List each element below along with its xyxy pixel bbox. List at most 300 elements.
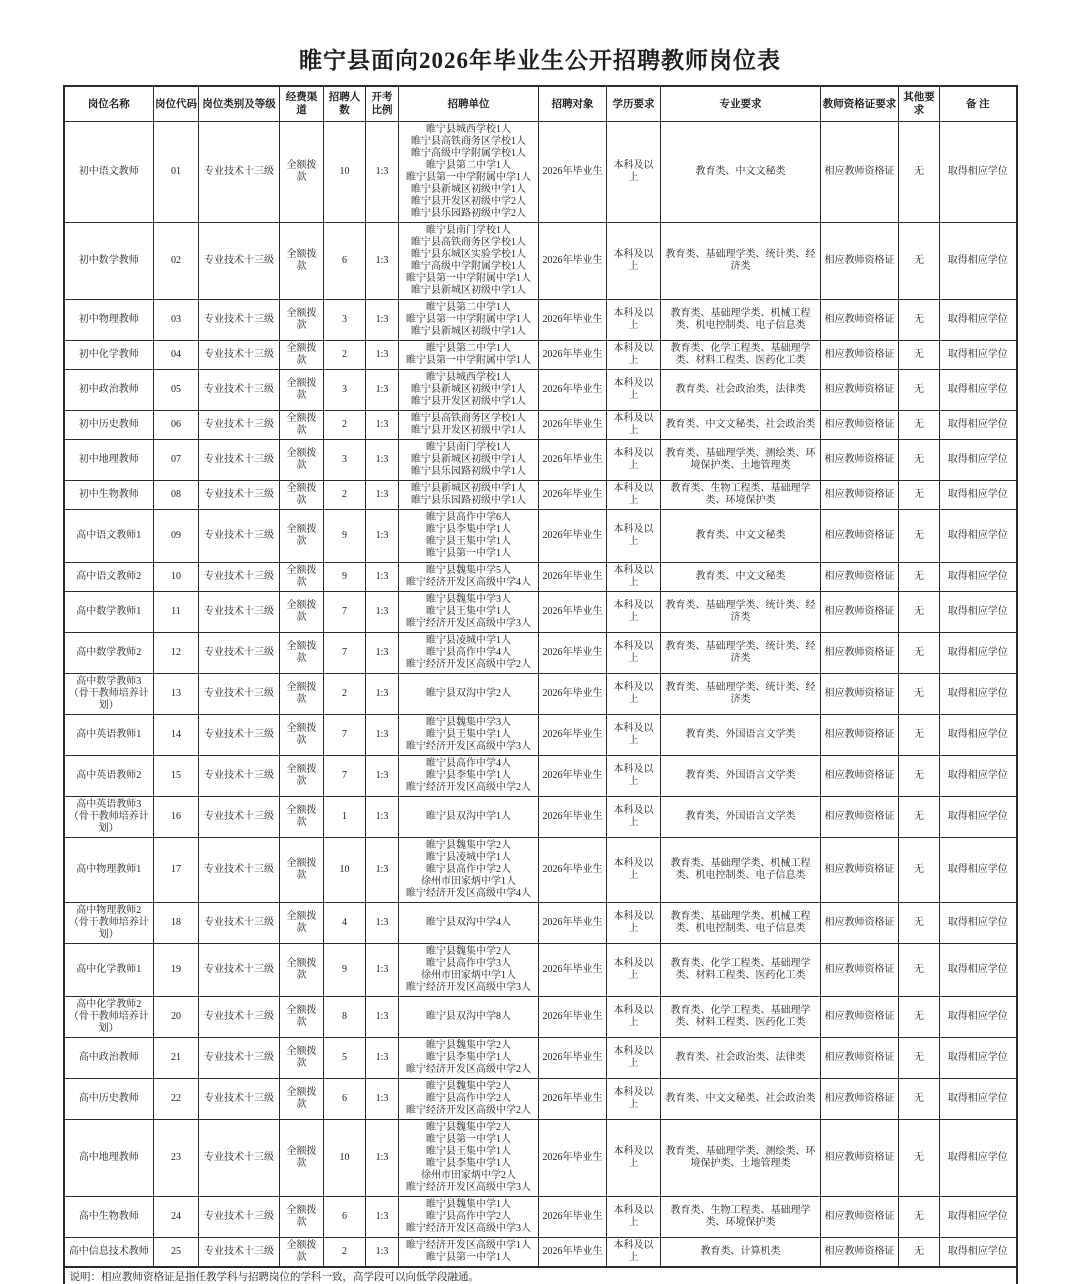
cell-recruit-count: 3 [324, 370, 366, 411]
table-row [64, 1038, 1017, 1079]
cell-remark: 取得相应学位 [940, 592, 1017, 633]
cell-funding-channel: 全额拨款 [280, 122, 324, 223]
cell-recruiting-units [399, 411, 539, 440]
cell-other-requirement: 无 [899, 997, 940, 1038]
cell-remark: 取得相应学位 [940, 563, 1017, 592]
cell-recruit-count: 9 [324, 563, 366, 592]
column-header-position-category: 岗位类别及等级 [199, 86, 280, 122]
unit-line: 睢宁县开发区初级中学1人 [411, 425, 526, 436]
cell-remark: 取得相应学位 [940, 633, 1017, 674]
table-header [64, 86, 1017, 122]
cell-position-code: 25 [154, 1238, 199, 1268]
cell-exam-ratio: 1:3 [366, 997, 399, 1038]
cell-position-name: 高中语文教师2 [64, 563, 154, 592]
unit-line: 睢宁经济开发区高级中学2人 [406, 659, 531, 670]
cell-position-code: 12 [154, 633, 199, 674]
cell-position-name: 高中数学教师1 [64, 592, 154, 633]
cell-position-name: 高中物理教师1 [64, 838, 154, 903]
cell-position-name: 高中政治教师 [64, 1038, 154, 1079]
unit-line: 睢宁县高铁商务区学校1人 [411, 136, 526, 147]
cell-recruit-target: 2026年毕业生 [539, 341, 607, 370]
cell-recruiting-units [399, 122, 539, 223]
column-header-certificate-requirement: 教师资格证要求 [821, 86, 899, 122]
cell-certificate-requirement: 相应教师资格证 [821, 122, 899, 223]
cell-funding-channel: 全额拨款 [280, 1079, 324, 1120]
cell-recruit-count: 2 [324, 411, 366, 440]
cell-exam-ratio: 1:3 [366, 370, 399, 411]
cell-major-requirement: 教育类、中文文秘类、社会政治类 [661, 411, 821, 440]
cell-funding-channel: 全额拨款 [280, 797, 324, 838]
cell-recruiting-units [399, 838, 539, 903]
unit-line: 睢宁县王集中学1人 [426, 729, 511, 740]
table-row [64, 122, 1017, 223]
cell-funding-channel: 全额拨款 [280, 300, 324, 341]
cell-recruiting-units [399, 1120, 539, 1197]
cell-position-name: 高中化学教师2（骨干教师培养计划） [64, 997, 154, 1038]
cell-recruiting-units [399, 1197, 539, 1238]
column-header-recruiting-units: 招聘单位 [399, 86, 539, 122]
cell-certificate-requirement: 相应教师资格证 [821, 370, 899, 411]
table-row [64, 440, 1017, 481]
cell-recruiting-units [399, 223, 539, 300]
cell-certificate-requirement: 相应教师资格证 [821, 1120, 899, 1197]
cell-remark: 取得相应学位 [940, 1038, 1017, 1079]
table-row [64, 223, 1017, 300]
unit-line: 睢宁县新城区初级中学1人 [411, 184, 526, 195]
cell-recruit-target: 2026年毕业生 [539, 510, 607, 563]
cell-major-requirement: 教育类、化学工程类、基础理学类、材料工程类、医药化工类 [661, 341, 821, 370]
cell-position-code: 01 [154, 122, 199, 223]
unit-line: 睢宁县高铁商务区学校1人 [411, 237, 526, 248]
cell-position-code: 07 [154, 440, 199, 481]
cell-major-requirement: 教育类、化学工程类、基础理学类、材料工程类、医药化工类 [661, 944, 821, 997]
cell-recruit-count: 3 [324, 300, 366, 341]
unit-line: 睢宁县第一中学1人 [426, 1134, 511, 1145]
cell-major-requirement: 教育类、社会政治类，法律类 [661, 370, 821, 411]
cell-certificate-requirement: 相应教师资格证 [821, 1038, 899, 1079]
unit-line: 睢宁县新城区初级中学1人 [411, 384, 526, 395]
cell-certificate-requirement: 相应教师资格证 [821, 1197, 899, 1238]
cell-recruit-target: 2026年毕业生 [539, 797, 607, 838]
cell-recruit-target: 2026年毕业生 [539, 440, 607, 481]
cell-certificate-requirement: 相应教师资格证 [821, 944, 899, 997]
cell-certificate-requirement: 相应教师资格证 [821, 510, 899, 563]
cell-position-name: 初中语文教师 [64, 122, 154, 223]
cell-position-category: 专业技术十三级 [199, 223, 280, 300]
cell-other-requirement: 无 [899, 1238, 940, 1268]
cell-recruiting-units [399, 715, 539, 756]
cell-recruit-count: 8 [324, 997, 366, 1038]
unit-line: 睢宁县高铁商务区学校1人 [411, 413, 526, 424]
cell-recruit-target: 2026年毕业生 [539, 838, 607, 903]
cell-major-requirement: 教育类、化学工程类、基础理学类、材料工程类、医药化工类 [661, 997, 821, 1038]
cell-recruit-count: 6 [324, 1197, 366, 1238]
cell-major-requirement: 教育类、基础理学类、机械工程类、机电控制类、电子信息类 [661, 903, 821, 944]
cell-position-category: 专业技术十三级 [199, 944, 280, 997]
cell-position-name: 初中地理教师 [64, 440, 154, 481]
cell-recruiting-units [399, 797, 539, 838]
cell-funding-channel: 全额拨款 [280, 510, 324, 563]
cell-remark: 取得相应学位 [940, 944, 1017, 997]
cell-recruit-count: 7 [324, 633, 366, 674]
table-row [64, 563, 1017, 592]
cell-position-code: 10 [154, 563, 199, 592]
cell-major-requirement: 教育类、计算机类 [661, 1238, 821, 1268]
cell-position-name: 高中英语教师2 [64, 756, 154, 797]
cell-exam-ratio: 1:3 [366, 223, 399, 300]
unit-line: 徐州市田家炳中学1人 [421, 970, 516, 981]
cell-funding-channel: 全额拨款 [280, 481, 324, 510]
unit-line: 睢宁县魏集中学2人 [426, 840, 511, 851]
cell-recruit-target: 2026年毕业生 [539, 411, 607, 440]
cell-recruiting-units [399, 1079, 539, 1120]
cell-remark: 取得相应学位 [940, 122, 1017, 223]
cell-recruit-target: 2026年毕业生 [539, 592, 607, 633]
table-row [64, 715, 1017, 756]
cell-recruit-count: 9 [324, 510, 366, 563]
cell-education-requirement: 本科及以上 [607, 1038, 661, 1079]
unit-line: 睢宁县新城区初级中学1人 [411, 285, 526, 296]
cell-position-code: 18 [154, 903, 199, 944]
cell-recruit-count: 3 [324, 440, 366, 481]
table-row [64, 300, 1017, 341]
unit-line: 睢宁经济开发区高级中学3人 [406, 618, 531, 629]
cell-exam-ratio: 1:3 [366, 300, 399, 341]
cell-position-code: 17 [154, 838, 199, 903]
cell-major-requirement: 教育类、基础理学类、测绘类、环境保护类、土地管理类 [661, 440, 821, 481]
unit-line: 睢宁县高作中学4人 [426, 647, 511, 658]
cell-education-requirement: 本科及以上 [607, 756, 661, 797]
cell-certificate-requirement: 相应教师资格证 [821, 440, 899, 481]
cell-position-category: 专业技术十三级 [199, 997, 280, 1038]
unit-line: 睢宁县第一中学附属中学1人 [406, 314, 531, 325]
cell-position-category: 专业技术十三级 [199, 341, 280, 370]
cell-education-requirement: 本科及以上 [607, 563, 661, 592]
cell-major-requirement: 教育类、社会政治类、法律类 [661, 1038, 821, 1079]
cell-certificate-requirement: 相应教师资格证 [821, 341, 899, 370]
cell-other-requirement: 无 [899, 756, 940, 797]
cell-position-category: 专业技术十三级 [199, 1120, 280, 1197]
cell-recruit-count: 9 [324, 944, 366, 997]
cell-position-category: 专业技术十三级 [199, 1238, 280, 1268]
cell-major-requirement: 教育类、基础理学类、统计类、经济类 [661, 592, 821, 633]
cell-exam-ratio: 1:3 [366, 563, 399, 592]
cell-position-category: 专业技术十三级 [199, 563, 280, 592]
cell-education-requirement: 本科及以上 [607, 1079, 661, 1120]
cell-major-requirement: 教育类、外国语言文学类 [661, 756, 821, 797]
cell-remark: 取得相应学位 [940, 1238, 1017, 1268]
cell-other-requirement: 无 [899, 563, 940, 592]
table-row [64, 510, 1017, 563]
cell-recruit-target: 2026年毕业生 [539, 122, 607, 223]
cell-position-category: 专业技术十三级 [199, 715, 280, 756]
cell-recruit-target: 2026年毕业生 [539, 715, 607, 756]
table-row [64, 1120, 1017, 1197]
cell-position-name: 高中数学教师3（骨干教师培养计划） [64, 674, 154, 715]
cell-position-category: 专业技术十三级 [199, 797, 280, 838]
cell-position-code: 08 [154, 481, 199, 510]
recruitment-table [63, 85, 1018, 1284]
cell-other-requirement: 无 [899, 633, 940, 674]
cell-recruit-target: 2026年毕业生 [539, 300, 607, 341]
unit-line: 睢宁县第二中学1人 [426, 343, 511, 354]
cell-recruiting-units [399, 944, 539, 997]
cell-remark: 取得相应学位 [940, 341, 1017, 370]
cell-position-code: 19 [154, 944, 199, 997]
cell-position-name: 初中生物教师 [64, 481, 154, 510]
column-header-recruit-target: 招聘对象 [539, 86, 607, 122]
cell-funding-channel: 全额拨款 [280, 944, 324, 997]
cell-position-code: 02 [154, 223, 199, 300]
column-header-education-requirement: 学历要求 [607, 86, 661, 122]
cell-exam-ratio: 1:3 [366, 510, 399, 563]
cell-position-name: 初中化学教师 [64, 341, 154, 370]
cell-remark: 取得相应学位 [940, 674, 1017, 715]
cell-certificate-requirement: 相应教师资格证 [821, 223, 899, 300]
table-row [64, 481, 1017, 510]
cell-other-requirement: 无 [899, 481, 940, 510]
cell-position-code: 16 [154, 797, 199, 838]
cell-other-requirement: 无 [899, 122, 940, 223]
cell-recruit-count: 1 [324, 797, 366, 838]
unit-line: 睢宁县李集中学1人 [426, 770, 511, 781]
cell-major-requirement: 教育类、基础理学类、统计类、经济类 [661, 674, 821, 715]
cell-remark: 取得相应学位 [940, 715, 1017, 756]
cell-position-code: 23 [154, 1120, 199, 1197]
cell-exam-ratio: 1:3 [366, 756, 399, 797]
cell-major-requirement: 教育类、外国语言文学类 [661, 715, 821, 756]
cell-exam-ratio: 1:3 [366, 1038, 399, 1079]
unit-line: 睢宁高级中学附属学校1人 [411, 148, 526, 159]
cell-remark: 取得相应学位 [940, 1120, 1017, 1197]
cell-other-requirement: 无 [899, 411, 940, 440]
cell-funding-channel: 全额拨款 [280, 1238, 324, 1268]
cell-certificate-requirement: 相应教师资格证 [821, 1079, 899, 1120]
unit-line: 睢宁县第一中学1人 [426, 1252, 511, 1263]
unit-line: 睢宁县凌城中学1人 [426, 635, 511, 646]
unit-line: 睢宁县新城区初级中学1人 [411, 454, 526, 465]
unit-line: 睢宁县王集中学1人 [426, 1146, 511, 1157]
cell-position-category: 专业技术十三级 [199, 481, 280, 510]
cell-position-category: 专业技术十三级 [199, 756, 280, 797]
table-row [64, 838, 1017, 903]
cell-other-requirement: 无 [899, 1197, 940, 1238]
table-row [64, 797, 1017, 838]
cell-recruit-count: 2 [324, 674, 366, 715]
cell-position-category: 专业技术十三级 [199, 1197, 280, 1238]
unit-line: 睢宁经济开发区高级中学4人 [406, 577, 531, 588]
unit-line: 睢宁县王集中学1人 [426, 536, 511, 547]
unit-line: 睢宁经济开发区高级中学3人 [406, 1223, 531, 1234]
cell-position-name: 高中语文教师1 [64, 510, 154, 563]
unit-line: 睢宁县南门学校1人 [426, 225, 511, 236]
table-row [64, 1197, 1017, 1238]
cell-other-requirement: 无 [899, 715, 940, 756]
cell-exam-ratio: 1:3 [366, 592, 399, 633]
cell-recruiting-units [399, 756, 539, 797]
unit-line: 睢宁县双沟中学8人 [426, 1011, 511, 1022]
unit-line: 睢宁县魏集中学2人 [426, 1081, 511, 1092]
cell-exam-ratio: 1:3 [366, 903, 399, 944]
column-header-position-code: 岗位代码 [154, 86, 199, 122]
cell-funding-channel: 全额拨款 [280, 715, 324, 756]
unit-line: 睢宁县魏集中学2人 [426, 1040, 511, 1051]
cell-remark: 取得相应学位 [940, 481, 1017, 510]
cell-recruiting-units [399, 370, 539, 411]
cell-position-category: 专业技术十三级 [199, 903, 280, 944]
cell-education-requirement: 本科及以上 [607, 715, 661, 756]
unit-line: 睢宁经济开发区高级中学2人 [406, 1105, 531, 1116]
cell-major-requirement: 教育类、中文文秘类 [661, 563, 821, 592]
cell-certificate-requirement: 相应教师资格证 [821, 674, 899, 715]
unit-line: 徐州市田家炳中学2人 [421, 1170, 516, 1181]
cell-remark: 取得相应学位 [940, 411, 1017, 440]
cell-recruit-count: 10 [324, 1120, 366, 1197]
cell-recruit-target: 2026年毕业生 [539, 1079, 607, 1120]
cell-position-category: 专业技术十三级 [199, 122, 280, 223]
cell-remark: 取得相应学位 [940, 510, 1017, 563]
cell-funding-channel: 全额拨款 [280, 592, 324, 633]
header-row [64, 86, 1017, 122]
table-row [64, 997, 1017, 1038]
unit-line: 睢宁县魏集中学3人 [426, 717, 511, 728]
cell-exam-ratio: 1:3 [366, 341, 399, 370]
cell-recruiting-units [399, 341, 539, 370]
unit-line: 睢宁县高作中学2人 [426, 1093, 511, 1104]
column-header-funding-channel: 经费渠道 [280, 86, 324, 122]
unit-line: 睢宁县魏集中学5人 [426, 565, 511, 576]
cell-exam-ratio: 1:3 [366, 481, 399, 510]
cell-education-requirement: 本科及以上 [607, 341, 661, 370]
cell-position-name: 高中生物教师 [64, 1197, 154, 1238]
cell-exam-ratio: 1:3 [366, 1238, 399, 1268]
cell-major-requirement: 教育类、中文文秘类 [661, 510, 821, 563]
cell-other-requirement: 无 [899, 1120, 940, 1197]
cell-education-requirement: 本科及以上 [607, 510, 661, 563]
cell-position-code: 11 [154, 592, 199, 633]
cell-certificate-requirement: 相应教师资格证 [821, 997, 899, 1038]
cell-recruiting-units [399, 997, 539, 1038]
cell-recruit-target: 2026年毕业生 [539, 1197, 607, 1238]
unit-line: 睢宁县高作中学2人 [426, 864, 511, 875]
cell-position-category: 专业技术十三级 [199, 1038, 280, 1079]
unit-line: 睢宁经济开发区高级中学3人 [406, 982, 531, 993]
cell-recruiting-units [399, 674, 539, 715]
table-row [64, 944, 1017, 997]
cell-position-category: 专业技术十三级 [199, 592, 280, 633]
cell-position-code: 05 [154, 370, 199, 411]
cell-recruit-target: 2026年毕业生 [539, 223, 607, 300]
cell-position-name: 高中历史教师 [64, 1079, 154, 1120]
cell-funding-channel: 全额拨款 [280, 440, 324, 481]
cell-position-name: 高中物理教师2（骨干教师培养计划） [64, 903, 154, 944]
cell-education-requirement: 本科及以上 [607, 592, 661, 633]
cell-recruit-count: 7 [324, 756, 366, 797]
cell-remark: 取得相应学位 [940, 838, 1017, 903]
cell-exam-ratio: 1:3 [366, 1120, 399, 1197]
cell-position-code: 14 [154, 715, 199, 756]
cell-recruit-target: 2026年毕业生 [539, 674, 607, 715]
cell-funding-channel: 全额拨款 [280, 1120, 324, 1197]
cell-recruiting-units [399, 300, 539, 341]
cell-other-requirement: 无 [899, 674, 940, 715]
cell-certificate-requirement: 相应教师资格证 [821, 797, 899, 838]
column-header-recruit-count: 招聘人数 [324, 86, 366, 122]
cell-funding-channel: 全额拨款 [280, 674, 324, 715]
cell-major-requirement: 教育类、中文文秘类、社会政治类 [661, 1079, 821, 1120]
cell-other-requirement: 无 [899, 223, 940, 300]
cell-position-code: 15 [154, 756, 199, 797]
cell-certificate-requirement: 相应教师资格证 [821, 300, 899, 341]
cell-certificate-requirement: 相应教师资格证 [821, 633, 899, 674]
cell-exam-ratio: 1:3 [366, 122, 399, 223]
unit-line: 睢宁高级中学附属学校1人 [411, 261, 526, 272]
cell-recruit-count: 7 [324, 592, 366, 633]
cell-funding-channel: 全额拨款 [280, 1038, 324, 1079]
unit-line: 睢宁县第一中学附属中学1人 [406, 355, 531, 366]
cell-exam-ratio: 1:3 [366, 411, 399, 440]
unit-line: 睢宁县第一中学1人 [426, 548, 511, 559]
cell-position-category: 专业技术十三级 [199, 440, 280, 481]
cell-position-code: 13 [154, 674, 199, 715]
cell-recruiting-units [399, 481, 539, 510]
cell-funding-channel: 全额拨款 [280, 633, 324, 674]
cell-education-requirement: 本科及以上 [607, 370, 661, 411]
unit-line: 睢宁县东城区实验学校1人 [411, 249, 526, 260]
unit-line: 睢宁县城西学校1人 [426, 372, 511, 383]
cell-major-requirement: 教育类、基础理学类、机械工程类、机电控制类、电子信息类 [661, 838, 821, 903]
cell-position-code: 04 [154, 341, 199, 370]
cell-recruit-target: 2026年毕业生 [539, 633, 607, 674]
column-header-exam-ratio: 开考比例 [366, 86, 399, 122]
cell-remark: 取得相应学位 [940, 300, 1017, 341]
cell-other-requirement: 无 [899, 510, 940, 563]
cell-education-requirement: 本科及以上 [607, 1197, 661, 1238]
cell-recruit-target: 2026年毕业生 [539, 997, 607, 1038]
cell-exam-ratio: 1:3 [366, 633, 399, 674]
unit-line: 睢宁经济开发区高级中学2人 [406, 782, 531, 793]
cell-education-requirement: 本科及以上 [607, 122, 661, 223]
cell-remark: 取得相应学位 [940, 903, 1017, 944]
cell-exam-ratio: 1:3 [366, 440, 399, 481]
unit-line: 睢宁县双沟中学2人 [426, 688, 511, 699]
cell-position-category: 专业技术十三级 [199, 633, 280, 674]
cell-recruiting-units [399, 1238, 539, 1268]
cell-remark: 取得相应学位 [940, 797, 1017, 838]
cell-position-code: 03 [154, 300, 199, 341]
cell-certificate-requirement: 相应教师资格证 [821, 563, 899, 592]
cell-position-name: 初中数学教师 [64, 223, 154, 300]
cell-recruit-target: 2026年毕业生 [539, 1120, 607, 1197]
cell-funding-channel: 全额拨款 [280, 563, 324, 592]
unit-line: 睢宁县魏集中学1人 [426, 1199, 511, 1210]
unit-line: 睢宁县新城区初级中学1人 [411, 326, 526, 337]
cell-education-requirement: 本科及以上 [607, 223, 661, 300]
unit-line: 睢宁县魏集中学2人 [426, 946, 511, 957]
unit-line: 睢宁县李集中学1人 [426, 524, 511, 535]
cell-position-name: 初中历史教师 [64, 411, 154, 440]
table-row [64, 756, 1017, 797]
cell-education-requirement: 本科及以上 [607, 674, 661, 715]
cell-exam-ratio: 1:3 [366, 715, 399, 756]
cell-certificate-requirement: 相应教师资格证 [821, 715, 899, 756]
column-header-major-requirement: 专业要求 [661, 86, 821, 122]
unit-line: 睢宁经济开发区高级中学3人 [406, 1182, 531, 1193]
table-row [64, 370, 1017, 411]
cell-recruit-target: 2026年毕业生 [539, 1038, 607, 1079]
cell-remark: 取得相应学位 [940, 997, 1017, 1038]
cell-recruit-count: 7 [324, 715, 366, 756]
